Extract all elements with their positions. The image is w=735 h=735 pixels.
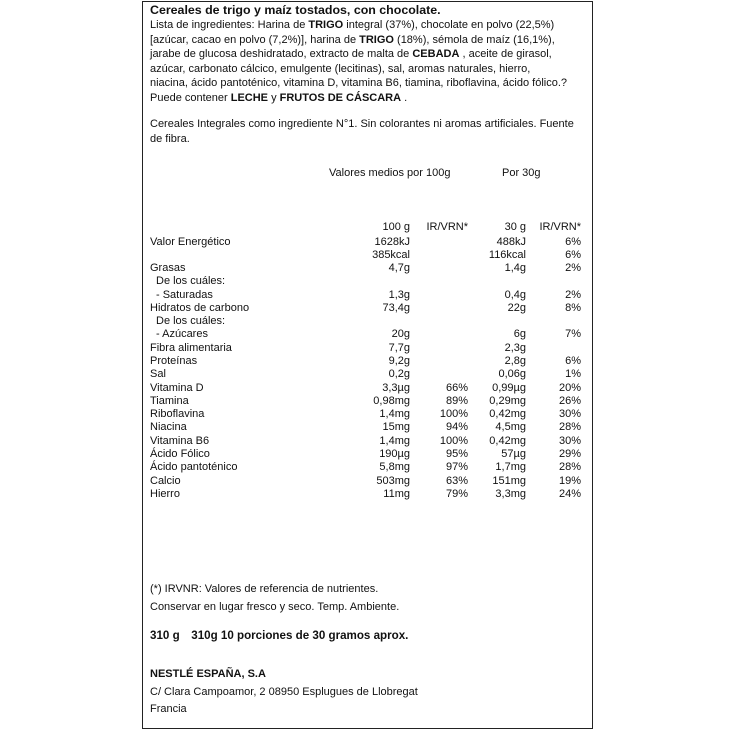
company-name: NESTLÉ ESPAÑA, S.A	[150, 668, 266, 680]
value-30g: 151mg	[492, 474, 526, 487]
nutrient-name: - Saturadas	[156, 288, 213, 301]
table-row	[0, 342, 735, 355]
table-row	[0, 395, 735, 408]
nutrient-name: Ácido pantoténico	[150, 461, 238, 474]
nutrient-name: Vitamina D	[150, 381, 204, 394]
nutrient-name: Grasas	[150, 262, 186, 275]
ir-100g: 94%	[445, 421, 468, 434]
value-30g: 0,06g	[498, 368, 526, 381]
ir-100g: 100%	[439, 434, 468, 447]
col-header-100g: 100 g	[382, 221, 410, 233]
value-30g: 1,7mg	[495, 461, 526, 474]
allergen-trigo: TRIGO	[359, 33, 394, 46]
ir-30g: 20%	[558, 381, 581, 394]
value-100g: 385kcal	[372, 248, 410, 261]
per30-title: Por 30g	[502, 167, 541, 179]
value-30g: 3,3mg	[495, 487, 526, 500]
value-30g: 0,99µg	[492, 381, 526, 394]
value-100g: 4,7g	[388, 262, 410, 275]
table-row	[0, 421, 735, 434]
table-row	[0, 368, 735, 381]
ir-30g: 24%	[558, 487, 581, 500]
ir-100g: 89%	[445, 394, 468, 407]
value-100g: 11mg	[383, 487, 410, 500]
value-30g: 2,3g	[504, 341, 526, 354]
product-title: Cereales de trigo y maíz tostados, con chocolate.	[150, 3, 441, 17]
nutrient-name: Niacina	[150, 421, 187, 434]
claims-text: Cereales Integrales como ingrediente N°1. Sin colorantes ni aromas artificiales. Fuente de fibra.	[150, 118, 574, 145]
footnote: (*) IRVNR: Valores de referencia de nutrientes.	[150, 583, 379, 595]
ir-30g: 2%	[565, 288, 581, 301]
col-header-ir30: IR/VRN*	[539, 221, 581, 233]
table-row	[0, 435, 735, 448]
table-row	[0, 262, 735, 275]
ir-30g: 30%	[558, 434, 581, 447]
nutrient-name: Tiamina	[150, 394, 189, 407]
value-30g: 488kJ	[496, 235, 526, 248]
value-100g: 3,3µg	[382, 381, 410, 394]
value-100g: 1628kJ	[374, 235, 410, 248]
value-100g: 15mg	[382, 421, 410, 434]
ingredients-list: Lista de ingredientes: Harina de TRIGO integral (37%), chocolate en polvo (22,5%) [azúcar, cacao en polvo (7,2%)], harina de TRIGO (18%), sémola de maíz (16,1%), jarabe de glucosa deshidratado, extracto de malta de CEBADA , aceite de girasol, azúcar, carbonato cálcico, emulgente (lecitinas), sal, aromas naturales, hierro, niacina, ácido pantoténico, vitamina D, vitamina B6, tiamina, riboflavina, ácido fólico.?Puede contener LECHE y FRUTOS DE CÁSCARA .	[150, 19, 568, 104]
value-30g: 22g	[507, 301, 526, 314]
table-row	[0, 289, 735, 302]
value-100g: 5,8mg	[379, 461, 410, 474]
table-row	[0, 355, 735, 368]
nutrient-name: Valor Energético	[150, 235, 231, 248]
ir-100g: 97%	[445, 461, 468, 474]
nutrient-name: De los cuáles:	[156, 315, 226, 328]
value-30g: 116kcal	[488, 248, 526, 261]
allergen-trigo: TRIGO	[308, 19, 344, 31]
value-100g: 1,4mg	[379, 434, 410, 447]
value-30g: 0,42mg	[489, 434, 526, 447]
value-100g: 190µg	[379, 447, 410, 460]
value-100g: 0,98mg	[373, 394, 410, 407]
value-100g: 503mg	[376, 474, 410, 487]
ir-30g: 8%	[565, 301, 581, 314]
value-100g: 1,3g	[388, 288, 410, 301]
ir-30g: 7%	[565, 328, 581, 341]
allergen-leche: LECHE	[230, 91, 269, 104]
ir-30g: 29%	[558, 447, 581, 460]
ir-30g: 26%	[558, 394, 581, 407]
table-header-row	[0, 221, 735, 234]
ir-30g: 19%	[558, 474, 581, 487]
ir-100g: 63%	[445, 474, 468, 487]
nutrient-name: Calcio	[150, 474, 181, 487]
nutrient-name: De los cuáles:	[156, 275, 226, 288]
ir-30g: 1%	[565, 368, 581, 381]
value-30g: 2,8g	[504, 355, 526, 368]
value-100g: 9,2g	[388, 355, 410, 368]
nutrient-name: Sal	[150, 368, 166, 381]
ir-30g: 28%	[558, 461, 581, 474]
table-row	[0, 408, 735, 421]
table-row	[0, 275, 735, 288]
ir-100g: 66%	[445, 381, 468, 394]
ir-30g: 28%	[558, 421, 581, 434]
company-address: C/ Clara Campoamor, 2 08950 Esplugues de Llobregat	[150, 686, 418, 698]
nutrient-name: Hierro	[150, 487, 180, 500]
storage-text: Conservar en lugar fresco y seco. Temp. Ambiente.	[150, 601, 400, 613]
nutrient-name: - Azúcares	[156, 328, 208, 341]
ir-100g: 95%	[445, 447, 468, 460]
ir-30g: 6%	[565, 355, 581, 368]
weight-line: 310 g 310g 10 porciones de 30 gramos aprox.	[150, 629, 409, 642]
table-row	[0, 249, 735, 262]
table-row	[0, 488, 735, 501]
allergen-cebada: CEBADA	[412, 48, 460, 61]
table-row	[0, 315, 735, 328]
value-30g: 4,5mg	[495, 421, 526, 434]
value-30g: 0,4g	[504, 288, 526, 301]
value-100g: 20g	[391, 328, 410, 341]
ir-100g: 79%	[445, 487, 468, 500]
nutrient-name: Vitamina B6	[150, 434, 210, 447]
value-100g: 73,4g	[382, 301, 410, 314]
ir-30g: 2%	[565, 262, 581, 275]
table-row	[0, 236, 735, 249]
table-row	[0, 382, 735, 395]
nutrient-name: Fibra alimentaria	[150, 341, 232, 354]
allergen-frutos-cascara: FRUTOS DE CÁSCARA	[279, 91, 402, 104]
ir-100g: 100%	[439, 408, 468, 421]
nutrient-name: Ácido Fólico	[150, 447, 210, 460]
col-header-ir100: IR/VRN*	[426, 221, 468, 233]
company-country: Francia	[150, 703, 187, 715]
ir-30g: 6%	[565, 235, 581, 248]
table-row	[0, 448, 735, 461]
nutrient-name: Proteínas	[150, 355, 198, 368]
nutrient-name: Hidratos de carbono	[150, 301, 250, 314]
ir-30g: 6%	[565, 248, 581, 261]
ir-30g: 30%	[558, 408, 581, 421]
per100-title: Valores medios por 100g	[329, 167, 451, 179]
value-100g: 7,7g	[388, 341, 410, 354]
value-30g: 57µg	[501, 447, 526, 460]
value-100g: 0,2g	[388, 368, 410, 381]
value-30g: 6g	[513, 328, 526, 341]
value-100g: 1,4mg	[379, 408, 410, 421]
value-30g: 0,42mg	[489, 408, 526, 421]
table-row	[0, 475, 735, 488]
nutrient-name: Riboflavina	[150, 408, 205, 421]
table-row	[0, 461, 735, 474]
table-row	[0, 302, 735, 315]
col-header-30g: 30 g	[504, 221, 526, 233]
value-30g: 0,29mg	[489, 394, 526, 407]
value-30g: 1,4g	[504, 262, 526, 275]
table-row	[0, 328, 735, 341]
